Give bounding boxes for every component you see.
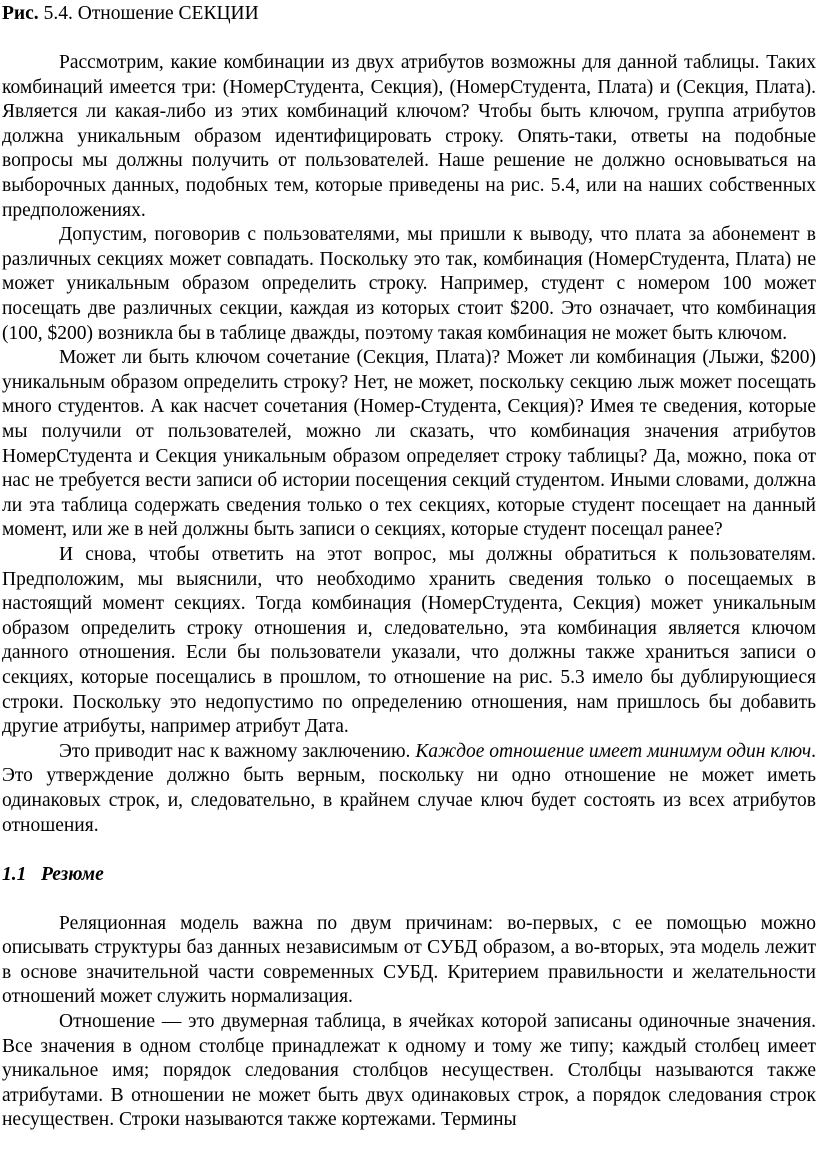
- body-paragraph: Может ли быть ключом сочетание (Секция, Плата)? Может ли комбинация (Лыжи, $200) уникальным образом определить строку? Нет, не может, поскольку секцию лыж может посещать много студентов. А как насчет сочетания (Номер-Студента, Секция)? Имея те сведения, которые мы получили от пользователей, можно ли сказать, что комбинация значения атрибутов НомерСтудента и Секция уникальным образом определяет строку таблицы? Да, можно, пока от нас не требуется вести записи об истории посещения секций студентом. Иными словами, должна ли эта таблица содержать сведения только о тех секциях, которые студент посещает на данный момент, или же в ней должны быть записи о секциях, которые студент посещал ранее?: [2, 347, 816, 541]
- figure-label: Рис.: [2, 3, 39, 24]
- summary-paragraph: Реляционная модель важна по двум причинам: во-первых, с ее помощью можно описывать структуры баз данных независимым от СУБД образом, а во-вторых, эта модель лежит в основе значительной части современных СУБД. Критерием правильности и желательности отношений может служить нормализация.: [2, 912, 816, 1008]
- figure-title: 5.4. Отношение СЕКЦИИ: [43, 3, 259, 24]
- conclusion-lead: Это приводит нас к важному заключению.: [59, 740, 416, 762]
- section-title: Резюме: [41, 864, 104, 886]
- conclusion-paragraph: [2, 740, 816, 838]
- body-paragraph: Допустим, поговорив с пользователями, мы пришли к выводу, что плата за абонемент в различных секциях может совпадать. Поскольку это так, комбинация (НомерСтудента, Плата) не может уникальным образом определить строку. Например, студент с номером 100 может посещать две различных секции, каждая из которых стоит $200. Это означает, что комбинация (100, $200) возникла бы в таблице дважды, поэтому такая комбинация не может быть ключом.: [2, 224, 816, 344]
- body-paragraph: И снова, чтобы ответить на этот вопрос, мы должны обратиться к пользователям. Предположим, мы выяснили, что необходимо хранить сведения только о посещаемых в настоящий момент секциях. Тогда комбинация (НомерСтудента, Секция) может уникальным образом определить строку отношения и, следовательно, эта комбинация является ключом данного отношения. Если бы пользователи указали, что должны также храниться записи о секциях, которые посещались в прошлом, то отношение на рис. 5.3 имело бы дублирующиеся строки. Поскольку это недопустимо по определению отношения, нам пришлось бы добавить другие атрибуты, например атрибут Дата.: [2, 543, 816, 738]
- document-page: [2, 0, 816, 1133]
- figure-caption: [2, 0, 816, 27]
- conclusion-emphasis: Каждое отношение имеет минимум один ключ: [415, 740, 812, 762]
- body-paragraph: Рассмотрим, какие комбинации из двух атрибутов возможны для данной таблицы. Таких комбинаций имеется три: (НомерСтудента, Секция), (НомерСтудента, Плата) и (Секция, Плата). Является ли какая-либо из этих комбинаций ключом? Чтобы быть ключом, группа атрибутов должна уникальным образом идентифицировать строку. Опять-таки, ответы на подобные вопросы мы должны получить от пользователей. Наше решение не должно основываться на выборочных данных, подобных тем, которые приведены на рис. 5.4, или на наших собственных предположениях.: [2, 52, 816, 221]
- conclusion-rest: . Это утверждение должно быть верным, поскольку ни одно отношение не может иметь одинаковых строк, и, следовательно, в крайнем случае ключ будет состоять из всех атрибутов отношения.: [2, 740, 816, 836]
- section-number: 1.1: [2, 864, 27, 886]
- section-heading: [2, 863, 816, 888]
- summary-paragraph: Отношение — это двумерная таблица, в ячейках которой записаны одиночные значения. Все значения в одном столбце принадлежат к одному и тому же типу; каждый столбец имеет уникальное имя; порядок следования столбцов несуществен. Столбцы называются также атрибутами. В отношении не может быть двух одинаковых строк, а порядок следования строк несуществен. Строки называются также кортежами. Термины: [2, 1011, 816, 1131]
